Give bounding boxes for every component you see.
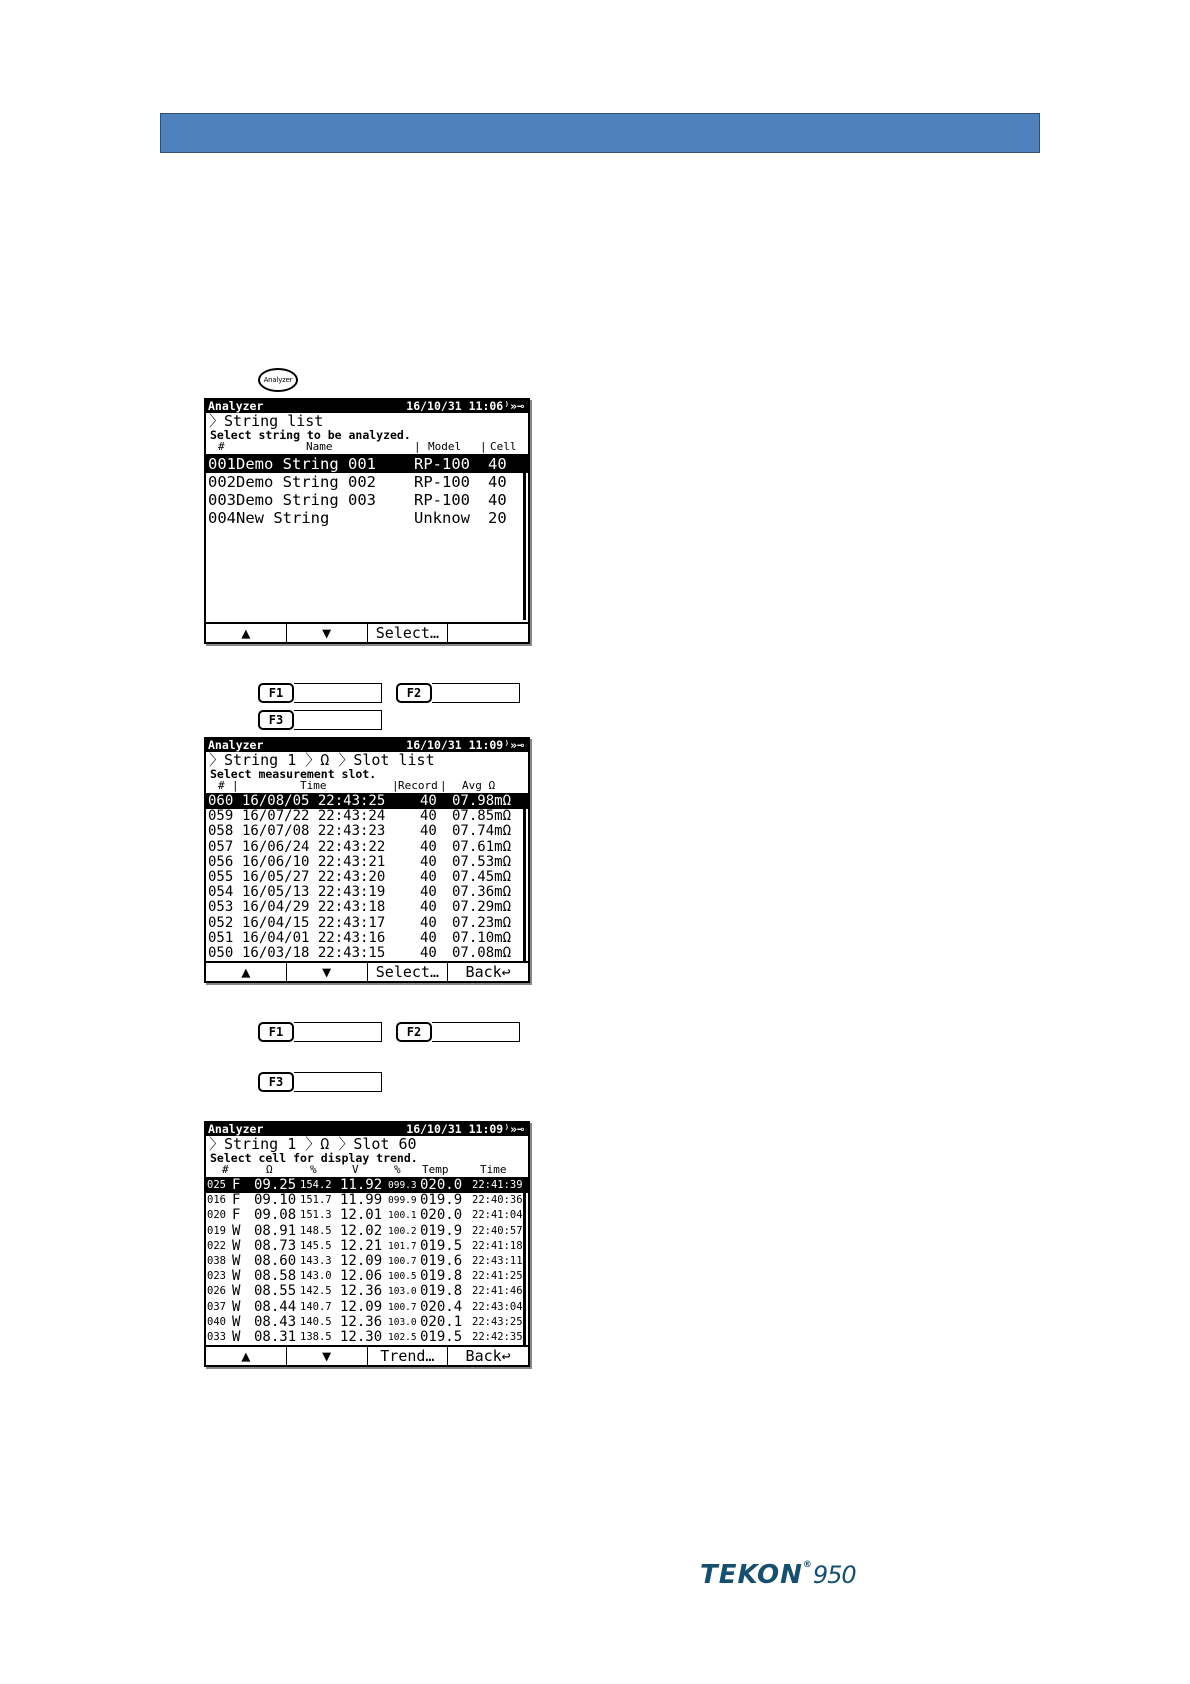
- row-temp: 019.5: [420, 1328, 463, 1345]
- softkey-3[interactable]: Select…: [368, 963, 449, 981]
- row-pct1: 154.2: [300, 1179, 332, 1191]
- row-number: 022: [207, 1239, 226, 1252]
- row-model: Unknow: [414, 509, 470, 527]
- softkey-4[interactable]: [448, 624, 528, 642]
- row-ohm: 08.73: [254, 1237, 297, 1254]
- row-flag: F: [232, 1207, 241, 1224]
- logo-brand: TEKON: [700, 1560, 803, 1590]
- row-time: 16/03/18 22:43:15: [242, 944, 386, 961]
- list-item[interactable]: [206, 946, 528, 961]
- row-number: 052: [208, 914, 234, 931]
- row-time: 22:41:39: [472, 1179, 523, 1191]
- row-record: 40: [420, 793, 437, 809]
- row-avg: 07.23mΩ: [452, 914, 512, 931]
- row-number: 003: [208, 491, 236, 509]
- row-temp: 020.0: [420, 1177, 463, 1193]
- row-number: 038: [207, 1254, 226, 1267]
- list-item[interactable]: [206, 1269, 528, 1284]
- list-item[interactable]: [206, 1239, 528, 1254]
- row-avg: 07.10mΩ: [452, 929, 512, 946]
- row-name: Demo String 003: [236, 491, 376, 509]
- row-number: 033: [207, 1330, 226, 1343]
- row-pct1: 140.5: [300, 1315, 332, 1328]
- row-time: 16/07/22 22:43:24: [242, 808, 386, 825]
- col-hash: #: [218, 440, 225, 453]
- tekon-logo: [700, 1560, 856, 1590]
- row-time: 16/04/01 22:43:16: [242, 929, 386, 946]
- row-pct2: 100.7: [388, 1255, 417, 1267]
- row-time: 22:41:04: [472, 1209, 523, 1222]
- row-time: 16/05/27 22:43:20: [242, 868, 386, 885]
- list-item[interactable]: [206, 1178, 528, 1193]
- row-time: 16/05/13 22:43:19: [242, 884, 386, 901]
- row-number: 059: [208, 808, 234, 825]
- row-pct1: 143.3: [300, 1254, 332, 1267]
- row-number: 055: [208, 868, 234, 885]
- row-number: 058: [208, 823, 234, 840]
- analyzer-key-icon[interactable]: Analyzer: [258, 368, 298, 392]
- logo-reg: ®: [802, 1560, 813, 1570]
- row-pct2: 100.5: [388, 1271, 417, 1283]
- row-number: 016: [207, 1194, 226, 1207]
- row-number: 056: [208, 853, 234, 870]
- row-avg: 07.53mΩ: [452, 853, 512, 870]
- softkey-bar: [206, 1345, 528, 1365]
- col-ohm: Ω: [266, 1163, 273, 1176]
- row-temp: 020.0: [420, 1207, 463, 1224]
- row-record: 40: [420, 868, 437, 885]
- f3-key[interactable]: F3: [258, 1072, 382, 1092]
- list-item[interactable]: [206, 931, 528, 946]
- softkey-2[interactable]: ▼: [287, 624, 368, 642]
- row-ohm: 08.91: [254, 1222, 297, 1239]
- row-temp: 020.4: [420, 1298, 463, 1315]
- list-item[interactable]: [206, 885, 528, 900]
- list-item[interactable]: [206, 840, 528, 855]
- row-time: 22:43:04: [472, 1300, 523, 1313]
- breadcrumb: 〉String list: [209, 412, 324, 430]
- row-flag: W: [232, 1252, 241, 1269]
- list-item[interactable]: [206, 1315, 528, 1330]
- status-icons: ⁾»⊸: [503, 738, 524, 752]
- screen-string-list: [204, 398, 530, 644]
- row-time: 22:41:25: [472, 1270, 523, 1283]
- row-record: 40: [420, 944, 437, 961]
- row-number: 026: [207, 1285, 226, 1298]
- screen-subtitle: Select cell for display trend.: [210, 1151, 418, 1165]
- col-temp: Temp: [422, 1163, 449, 1176]
- row-number: 057: [208, 838, 234, 855]
- f3-key[interactable]: F3: [258, 710, 382, 730]
- row-pct2: 100.1: [388, 1210, 417, 1222]
- row-number: 002: [208, 473, 236, 491]
- row-time: 16/06/10 22:43:21: [242, 853, 386, 870]
- row-avg: 07.98mΩ: [452, 793, 512, 809]
- row-volt: 12.21: [340, 1237, 383, 1254]
- row-record: 40: [420, 884, 437, 901]
- row-volt: 12.06: [340, 1268, 383, 1285]
- row-time: 16/08/05 22:43:25: [242, 793, 386, 809]
- row-pct2: 099.9: [388, 1195, 417, 1207]
- breadcrumb: 〉String 1 〉Ω 〉Slot list: [209, 751, 435, 769]
- row-volt: 11.92: [340, 1177, 383, 1193]
- scrollbar[interactable]: [523, 1181, 526, 1347]
- row-pct1: 151.7: [300, 1194, 332, 1207]
- row-number: 037: [207, 1300, 226, 1313]
- row-pct2: 100.2: [388, 1225, 417, 1237]
- row-pct2: 101.7: [388, 1240, 417, 1252]
- list-item[interactable]: [206, 1224, 528, 1239]
- row-model: RP-100: [414, 473, 470, 491]
- row-number: 051: [208, 929, 234, 946]
- f2-key[interactable]: F2: [396, 1022, 520, 1042]
- row-time: 22:41:46: [472, 1285, 523, 1298]
- section-header-bar: [160, 113, 1040, 153]
- breadcrumb: 〉String 1 〉Ω 〉Slot 60: [209, 1135, 417, 1153]
- row-flag: W: [232, 1237, 241, 1254]
- row-flag: W: [232, 1298, 241, 1315]
- row-time: 22:42:35: [472, 1330, 523, 1343]
- row-ohm: 09.10: [254, 1192, 297, 1209]
- col-avg: Avg Ω: [462, 779, 496, 792]
- softkey-2[interactable]: ▼: [287, 1347, 368, 1365]
- row-pct2: 103.0: [388, 1286, 417, 1298]
- col-record: Record: [398, 779, 438, 792]
- scrollbar[interactable]: [523, 797, 526, 963]
- row-volt: 12.09: [340, 1298, 383, 1315]
- list-item[interactable]: [206, 1254, 528, 1269]
- row-pct1: 142.5: [300, 1285, 332, 1298]
- screen-title: Analyzer: [208, 399, 264, 413]
- row-flag: W: [232, 1283, 241, 1300]
- row-volt: 12.36: [340, 1313, 383, 1330]
- col-name: Name: [306, 440, 333, 453]
- row-ohm: 08.55: [254, 1283, 297, 1300]
- row-cell: 20: [488, 509, 507, 527]
- list-item[interactable]: [206, 870, 528, 885]
- f2-key[interactable]: F2: [396, 683, 520, 703]
- row-avg: 07.08mΩ: [452, 944, 512, 961]
- list-item[interactable]: [206, 1330, 528, 1345]
- slot-list: [206, 794, 528, 961]
- col-pct2: %: [394, 1163, 401, 1176]
- softkey-4[interactable]: Back↩: [465, 963, 511, 981]
- softkey-1[interactable]: ▲: [206, 963, 287, 981]
- col-cell: Cell: [490, 440, 517, 453]
- row-pct2: 099.3: [388, 1180, 417, 1191]
- list-item[interactable]: [206, 1193, 528, 1208]
- row-time: 16/06/24 22:43:22: [242, 838, 386, 855]
- row-number: 020: [207, 1209, 226, 1222]
- col-model: Model: [428, 440, 462, 453]
- softkey-3[interactable]: Select…: [368, 624, 449, 642]
- screen-title: Analyzer: [208, 1122, 264, 1136]
- row-avg: 07.74mΩ: [452, 823, 512, 840]
- softkey-1[interactable]: ▲: [206, 624, 287, 642]
- row-time: 16/04/15 22:43:17: [242, 914, 386, 931]
- row-record: 40: [420, 914, 437, 931]
- row-avg: 07.85mΩ: [452, 808, 512, 825]
- row-number: 001: [208, 455, 236, 473]
- row-ohm: 08.43: [254, 1313, 297, 1330]
- row-temp: 019.9: [420, 1222, 463, 1239]
- status-icons: ⁾»⊸: [503, 1122, 524, 1136]
- row-pct1: 140.7: [300, 1300, 332, 1313]
- list-item[interactable]: [206, 916, 528, 931]
- row-number: 060: [208, 793, 234, 809]
- list-item[interactable]: [206, 809, 528, 824]
- row-flag: W: [232, 1222, 241, 1239]
- f1-key[interactable]: F1: [258, 683, 382, 703]
- row-avg: 07.45mΩ: [452, 868, 512, 885]
- row-cell: 40: [488, 455, 507, 473]
- column-header: # | Time | Record | Avg Ω: [206, 780, 528, 794]
- list-item[interactable]: [206, 1300, 528, 1315]
- row-name: Demo String 001: [236, 455, 376, 473]
- col-time: Time: [480, 1163, 507, 1176]
- string-list: [206, 455, 528, 527]
- row-ohm: 08.60: [254, 1252, 297, 1269]
- screen-subtitle: Select measurement slot.: [210, 767, 377, 781]
- list-item[interactable]: [206, 794, 528, 809]
- row-record: 40: [420, 929, 437, 946]
- row-pct1: 148.5: [300, 1224, 332, 1237]
- column-header: # Name | Model | Cell: [206, 441, 528, 455]
- screen-title: Analyzer: [208, 738, 264, 752]
- row-ohm: 08.31: [254, 1328, 297, 1345]
- softkey-4[interactable]: Back↩: [465, 1347, 511, 1365]
- row-time: 22:40:36: [472, 1194, 523, 1207]
- row-time: 16/07/08 22:43:23: [242, 823, 386, 840]
- row-pct1: 143.0: [300, 1270, 332, 1283]
- row-flag: W: [232, 1313, 241, 1330]
- row-pct2: 103.0: [388, 1316, 417, 1328]
- row-number: 053: [208, 899, 234, 916]
- row-temp: 019.5: [420, 1237, 463, 1254]
- row-pct1: 145.5: [300, 1239, 332, 1252]
- row-pct2: 102.5: [388, 1331, 417, 1343]
- row-pct1: 138.5: [300, 1330, 332, 1343]
- list-item[interactable]: [206, 491, 528, 509]
- logo-model: 950: [812, 1561, 856, 1589]
- row-model: RP-100: [414, 455, 470, 473]
- row-number: 019: [207, 1224, 226, 1237]
- list-item[interactable]: [206, 824, 528, 839]
- list-item[interactable]: [206, 900, 528, 915]
- row-volt: 12.36: [340, 1283, 383, 1300]
- row-volt: 12.09: [340, 1252, 383, 1269]
- softkey-bar: [206, 961, 528, 981]
- row-pct1: 151.3: [300, 1209, 332, 1222]
- row-name: New String: [236, 509, 330, 527]
- row-number: 050: [208, 944, 234, 961]
- row-ohm: 09.25: [254, 1177, 297, 1193]
- column-header: [206, 1164, 528, 1178]
- row-avg: 07.29mΩ: [452, 899, 512, 916]
- row-flag: F: [232, 1177, 241, 1193]
- row-time: 22:43:25: [472, 1315, 523, 1328]
- row-number: 025: [207, 1179, 226, 1191]
- row-temp: 019.8: [420, 1268, 463, 1285]
- list-item[interactable]: [206, 455, 528, 473]
- row-avg: 07.61mΩ: [452, 838, 512, 855]
- row-temp: 019.9: [420, 1192, 463, 1209]
- screen-datetime: 16/10/31 11:09: [406, 1122, 504, 1136]
- row-flag: F: [232, 1192, 241, 1209]
- col-time: Time: [300, 779, 327, 792]
- list-item[interactable]: [206, 509, 528, 527]
- status-icons: ⁾»⊸: [503, 399, 524, 413]
- list-item[interactable]: [206, 855, 528, 870]
- row-ohm: 09.08: [254, 1207, 297, 1224]
- row-number: 054: [208, 884, 234, 901]
- row-temp: 019.8: [420, 1283, 463, 1300]
- row-volt: 12.30: [340, 1328, 383, 1345]
- screen-datetime: 16/10/31 11:06: [406, 399, 504, 413]
- row-ohm: 08.44: [254, 1298, 297, 1315]
- softkey-1[interactable]: ▲: [206, 1347, 287, 1365]
- row-flag: W: [232, 1268, 241, 1285]
- row-volt: 12.02: [340, 1222, 383, 1239]
- row-record: 40: [420, 853, 437, 870]
- softkey-bar: [206, 622, 528, 642]
- row-volt: 12.01: [340, 1207, 383, 1224]
- row-temp: 020.1: [420, 1313, 463, 1330]
- screen-datetime: 16/10/31 11:09: [406, 738, 504, 752]
- row-pct2: 100.7: [388, 1301, 417, 1313]
- row-model: RP-100: [414, 491, 470, 509]
- col-v: V: [352, 1163, 359, 1176]
- list-item[interactable]: [206, 1284, 528, 1299]
- scrollbar[interactable]: [523, 458, 526, 620]
- row-flag: W: [232, 1328, 241, 1345]
- list-item[interactable]: [206, 1208, 528, 1223]
- row-volt: 11.99: [340, 1192, 383, 1209]
- row-record: 40: [420, 838, 437, 855]
- screen-slot-list: [204, 737, 530, 983]
- row-cell: 40: [488, 491, 507, 509]
- screen-subtitle: Select string to be analyzed.: [210, 428, 411, 442]
- row-cell: 40: [488, 473, 507, 491]
- col-pct1: %: [310, 1163, 317, 1176]
- row-time: 22:41:18: [472, 1239, 523, 1252]
- row-record: 40: [420, 823, 437, 840]
- row-time: 22:40:57: [472, 1224, 523, 1237]
- screen-slot-cells: [204, 1121, 530, 1367]
- row-number: 023: [207, 1270, 226, 1283]
- row-ohm: 08.58: [254, 1268, 297, 1285]
- row-number: 004: [208, 509, 236, 527]
- col-hash: #: [222, 1163, 229, 1176]
- row-record: 40: [420, 899, 437, 916]
- row-number: 040: [207, 1315, 226, 1328]
- row-record: 40: [420, 808, 437, 825]
- softkey-3[interactable]: Trend…: [368, 1347, 449, 1365]
- list-item[interactable]: [206, 473, 528, 491]
- row-temp: 019.6: [420, 1252, 463, 1269]
- row-avg: 07.36mΩ: [452, 884, 512, 901]
- cell-list: [206, 1178, 528, 1345]
- row-time: 16/04/29 22:43:18: [242, 899, 386, 916]
- softkey-2[interactable]: ▼: [287, 963, 368, 981]
- row-name: Demo String 002: [236, 473, 376, 491]
- row-time: 22:43:11: [472, 1254, 523, 1267]
- f1-key[interactable]: F1: [258, 1022, 382, 1042]
- col-hash: #: [218, 779, 225, 792]
